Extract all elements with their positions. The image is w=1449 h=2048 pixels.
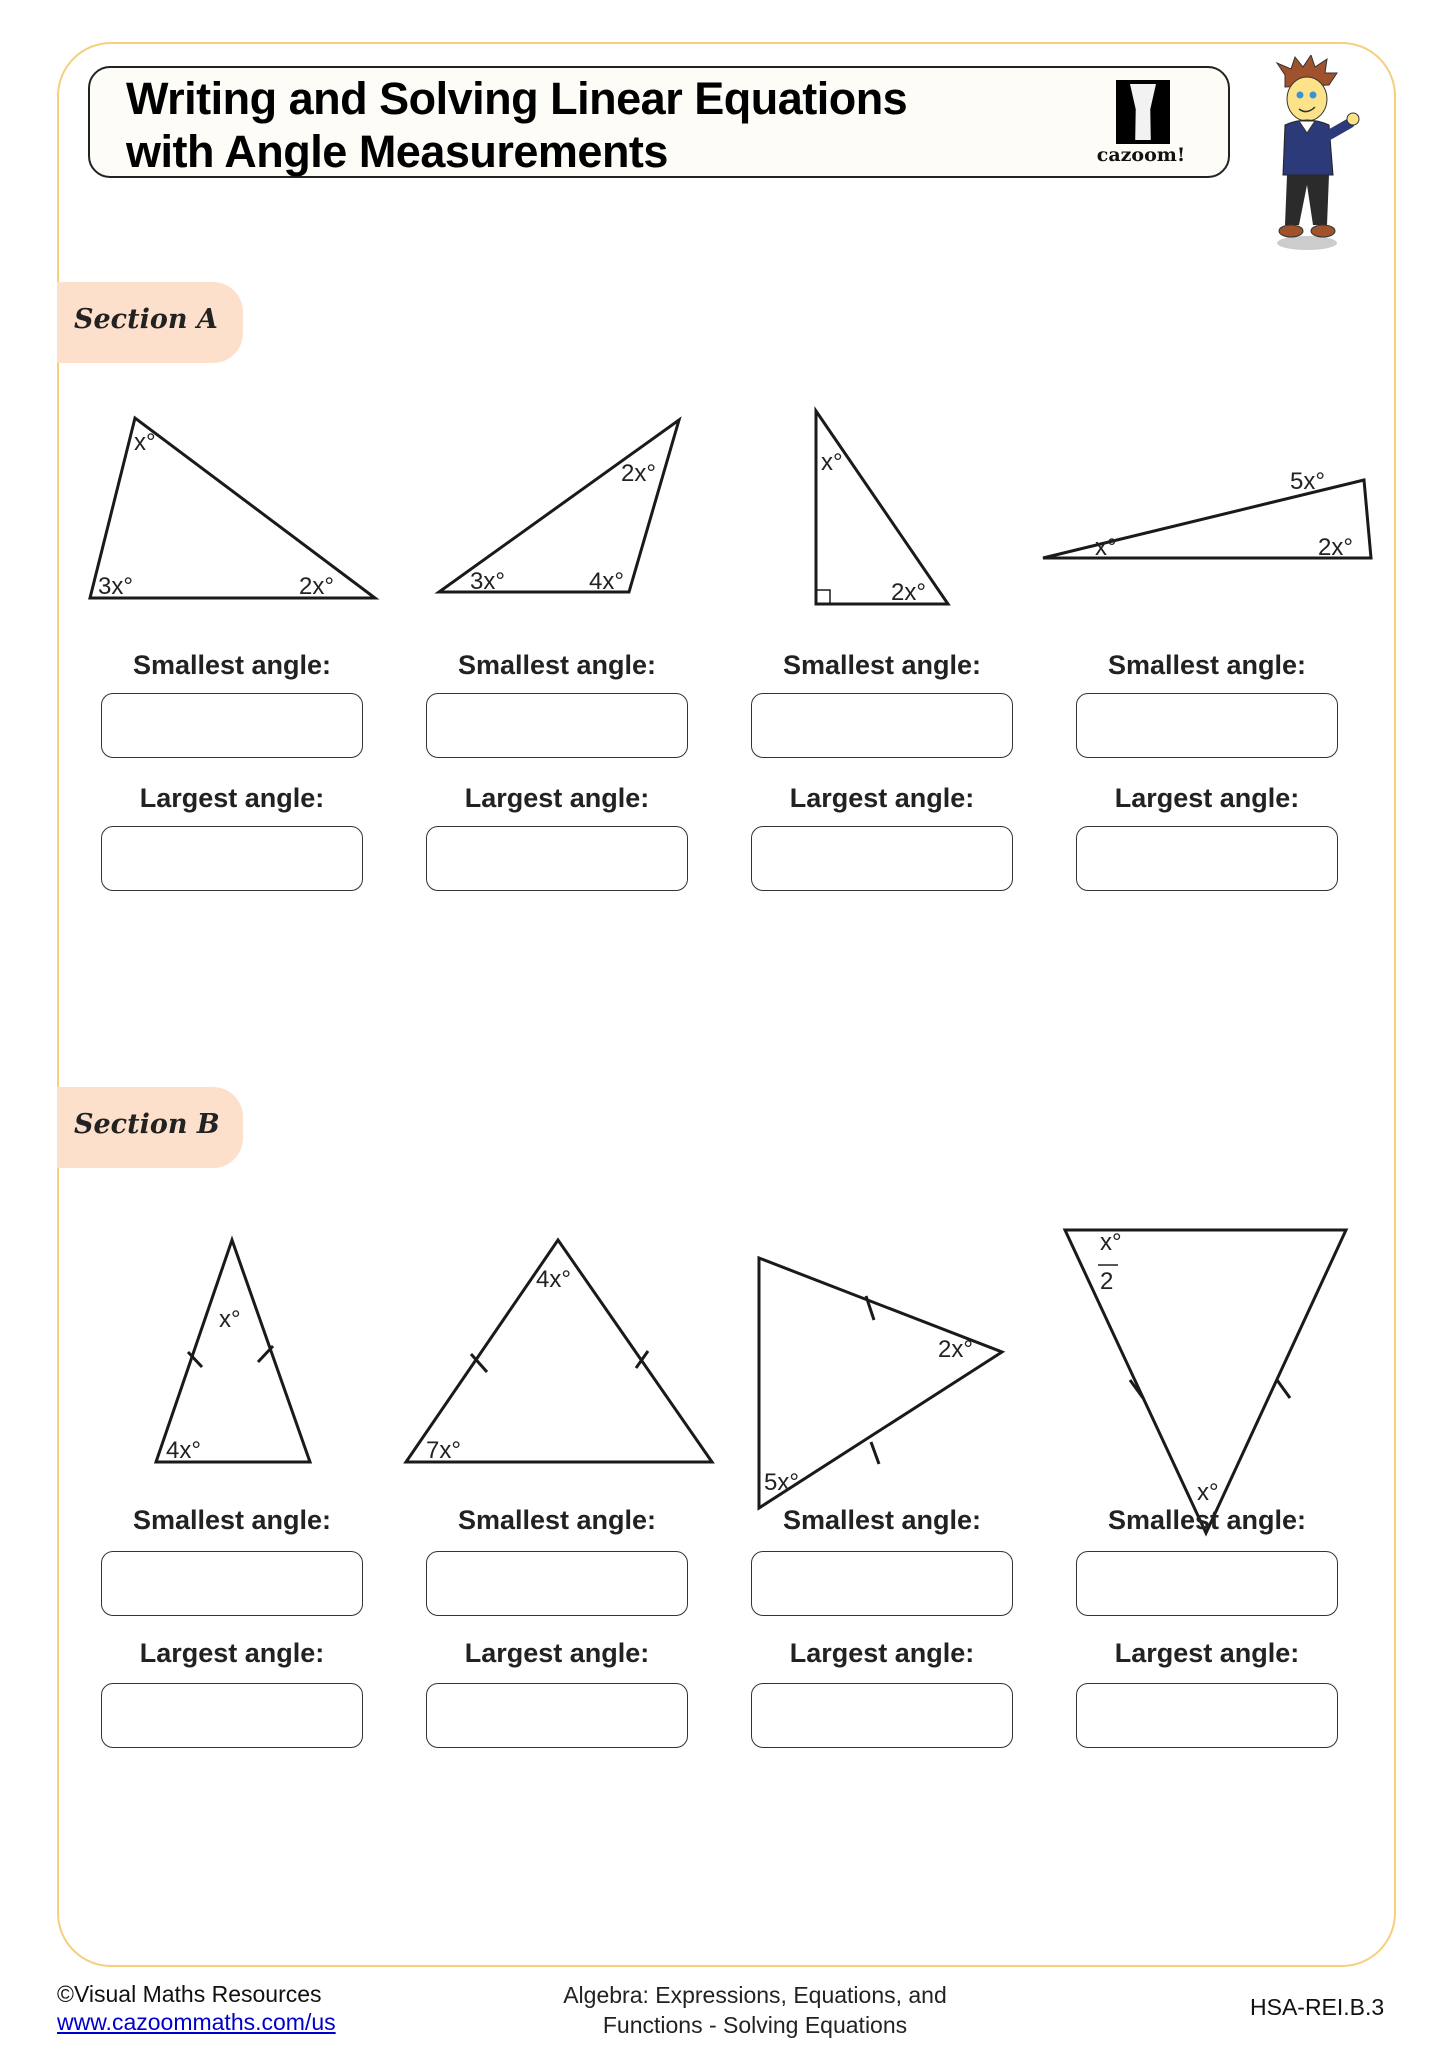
section-a-label: Section A	[74, 304, 218, 335]
angle-label: x°	[1197, 1479, 1219, 1506]
largest-angle-label: Largest angle:	[789, 1638, 975, 1668]
footer-topic	[520, 1980, 990, 2040]
smallest-angle-label: Smallest angle:	[1107, 1505, 1307, 1535]
angle-label: x°	[1095, 534, 1117, 561]
answer-box-b2-smallest[interactable]	[426, 1551, 688, 1616]
answer-box-a4-smallest[interactable]	[1076, 693, 1338, 758]
angle-label: 3x°	[98, 573, 133, 600]
logo-text: cazoom!	[1096, 144, 1186, 166]
largest-angle-label: Largest angle:	[1114, 783, 1300, 813]
largest-angle-label: Largest angle:	[139, 1638, 325, 1668]
largest-angle-label: Largest angle:	[464, 1638, 650, 1668]
angle-label: 2x°	[299, 573, 334, 600]
angle-label: 7x°	[426, 1437, 461, 1464]
section-b-badge	[57, 1087, 243, 1168]
answer-box-a2-largest[interactable]	[426, 826, 688, 891]
largest-angle-label: Largest angle:	[464, 783, 650, 813]
answer-box-a1-smallest[interactable]	[101, 693, 363, 758]
answer-box-a3-smallest[interactable]	[751, 693, 1013, 758]
website-link[interactable]: www.cazoommaths.com/us	[57, 2009, 336, 2035]
smallest-angle-label: Smallest angle:	[1107, 650, 1307, 680]
angle-label: x°	[134, 429, 156, 456]
answer-box-b2-largest[interactable]	[426, 1683, 688, 1748]
angle-label: 5x°	[764, 1469, 799, 1496]
angle-label: 2x°	[938, 1336, 973, 1363]
answer-box-b4-smallest[interactable]	[1076, 1551, 1338, 1616]
topic-line-1: Algebra: Expressions, Equations, and	[563, 1982, 947, 2008]
answer-box-b3-largest[interactable]	[751, 1683, 1013, 1748]
largest-angle-label: Largest angle:	[139, 783, 325, 813]
smallest-angle-label: Smallest angle:	[782, 650, 982, 680]
title-line-2: with Angle Measurements	[126, 126, 668, 177]
title-line-1: Writing and Solving Linear Equations	[126, 73, 908, 124]
footer-left	[57, 1980, 336, 2036]
answer-box-b4-largest[interactable]	[1076, 1683, 1338, 1748]
answer-box-b1-smallest[interactable]	[101, 1551, 363, 1616]
answer-box-a2-smallest[interactable]	[426, 693, 688, 758]
smallest-angle-label: Smallest angle:	[132, 1505, 332, 1535]
copyright-text: ©Visual Maths Resources	[57, 1981, 322, 2007]
angle-label: 3x°	[470, 568, 505, 595]
angle-label: 2	[1100, 1268, 1114, 1295]
answer-box-b3-smallest[interactable]	[751, 1551, 1013, 1616]
angle-label: 5x°	[1290, 468, 1325, 495]
triangle-b1	[156, 1240, 310, 1462]
smallest-angle-label: Smallest angle:	[782, 1505, 982, 1535]
angle-label: 4x°	[589, 568, 624, 595]
topic-line-2: Functions - Solving Equations	[602, 2012, 908, 2038]
standard-code: HSA-REI.B.3	[1250, 1994, 1385, 2020]
triangle-a2	[439, 420, 679, 592]
angle-label: x°	[219, 1306, 241, 1333]
angle-label: 2x°	[891, 579, 926, 606]
smallest-angle-label: Smallest angle:	[457, 650, 657, 680]
smallest-angle-label: Smallest angle:	[132, 650, 332, 680]
answer-box-b1-largest[interactable]	[101, 1683, 363, 1748]
smallest-angle-label: Smallest angle:	[457, 1505, 657, 1535]
triangle-a1	[90, 418, 375, 598]
angle-label: 2x°	[621, 460, 656, 487]
angle-label: x°	[1100, 1229, 1122, 1256]
angle-label: x°	[821, 449, 843, 476]
triangle-a3	[816, 411, 948, 604]
largest-angle-label: Largest angle:	[789, 783, 975, 813]
angle-label: 2x°	[1318, 534, 1353, 561]
angle-label: 4x°	[166, 1437, 201, 1464]
answer-box-a4-largest[interactable]	[1076, 826, 1338, 891]
answer-box-a1-largest[interactable]	[101, 826, 363, 891]
largest-angle-label: Largest angle:	[1114, 1638, 1300, 1668]
angle-label: 4x°	[536, 1266, 571, 1293]
answer-box-a3-largest[interactable]	[751, 826, 1013, 891]
section-b-label: Section B	[74, 1109, 220, 1140]
